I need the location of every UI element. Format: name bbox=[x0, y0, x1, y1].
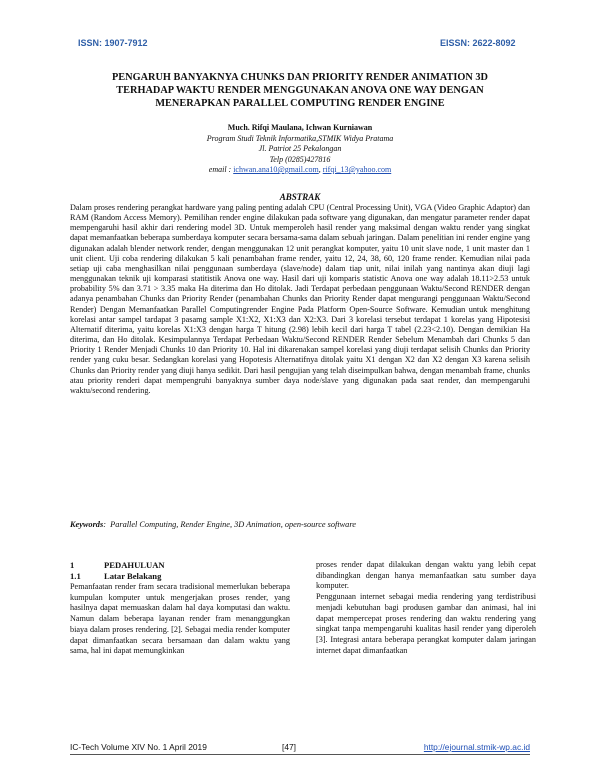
eissn-label: EISSN: 2622-8092 bbox=[440, 38, 516, 48]
subsection-title: Latar Belakang bbox=[104, 571, 162, 581]
email-link-1[interactable]: ichwan.ana10@gmail.com bbox=[233, 165, 319, 174]
section-number: 1 bbox=[70, 560, 75, 570]
paper-title bbox=[50, 71, 550, 110]
right-column bbox=[316, 560, 536, 656]
journal-info: IC-Tech Volume XIV No. 1 April 2019 bbox=[70, 742, 207, 752]
address: Jl. Patriot 25 Pekalongan bbox=[258, 144, 342, 153]
subsection-number: 1.1 bbox=[70, 571, 81, 581]
keywords: Keywords: Parallel Computing, Render Engine, 3D Animation, open-source software bbox=[70, 520, 356, 529]
title-line-1: PENGARUH BANYAKNYA CHUNKS DAN PRIORITY RENDER ANIMATION 3D bbox=[112, 72, 488, 83]
right-paragraph-1: proses render dapat dilakukan dengan waktu yang lebih cepat dibandingkan dengan hanya memanfaatkan satu sumber daya komputer. bbox=[316, 560, 536, 591]
email-link-2[interactable]: rifqi_13@yahoo.com bbox=[322, 165, 392, 174]
subsection-heading bbox=[70, 571, 290, 582]
journal-url[interactable]: http://ejournal.stmik-wp.ac.id bbox=[423, 742, 530, 752]
issn-label: ISSN: 1907-7912 bbox=[78, 38, 148, 48]
abstract-text: Dalam proses rendering perangkat hardware yang paling penting adalah CPU (Central Processing Unit), VGA (Video Graphic Adaptor) dan RAM (Random Access Memory). Pemilihan render engine dilakukan pada software yang digunakan, dan mengatur parameter render dapat mempengaruhi hasil akhir dari rendering model 3D. Untuk memperoleh hasil render yang maksimal dengan waktu render yang singkat dapat memanfaatkan beberapa sumberdaya komputer secara bersama-sama dalam sebuah jaringan. Dalam penelitian ini render engine yang digunakan adalah blender network render, dengan menggunakan 12 unit perangkat komputer, yaitu 10 unit slave node, 1 unit master dan 1 unit client. Uji coba rendering dilakukan 5 kali penambahan frame render, yaitu 12, 24, 38, 60, 120 frame render. Kemudian nilai pada setiap uji caba menghasilkan nilai penggunaan sumberdaya (slave/node) dalam tiap unit, nilai inilah yang nantinya akan diuji lagi menggunakan teknik uji komparasi statitistik Anova one way. Hasil dari uji komparis statistic Anova one way adalah 18.11>2.53 untuk probability 5% dan 3.71 > 3.35 maka Ha diterima dan Ho ditolak. Jadi Terdapat perbedaan penggunaan Waktu/Second RENDER dengan adanya penambahan Chunks dan Priority Render (penambahan Chunks dan Priority Render dapat mengurangi penggunaan Waktu/Second Render) Dengan Memanfaatkan Parallel Computingrender Engine Pada Platform Open-Source Software. Kemudian untuk menghitung korelasi antar sampel tardapat 3 pasamg sample X1:X2, X1:X3 dan X2:X3. Dari 3 korelasi tersebut terdapat 1 korelas yang Hipotesisi Alternatif diterima, yaitu korelas X1:X3 dengan harga T hitung (2.98) lebih kecil dari harga T tabel (2.23<2.10). Dengan demikian Ha diterima, dan Ho ditolak. Kesimpulannya Terdapat Perbedaan Waktu/Second RENDER Render Sebelum Menambah dari Chunks 5 dan Priority 1 Render Menjadi Chunks 10 dan Priority 10. Hal ini dikarenakan sampel korelasi yang diuji terdapat selisih Chunks dan Priority render yang cuku besar. Sedangkan korelasi yang Hopotesis Alternatifnya ditolak yaitu X1 dengan X2 dan X2 dengan X3 karena selisih Chunks dan Priority render yang diuji hanya sedikit. Dari hasil pengujian yang telah diseimpulkan bahwa, dengan menambah frame, chunks atau priority renderi dapat mempengruhi banyaknya sumber daya node/slave yang digunakan pada saat render, dan mempengaruhi waktu/second rendering. bbox=[70, 203, 530, 395]
title-line-3: MENERAPKAN PARALLEL COMPUTING RENDER ENGINE bbox=[155, 98, 445, 109]
keywords-label: Keywords bbox=[70, 520, 104, 529]
footer-rule bbox=[70, 754, 530, 755]
abstract-heading: ABSTRAK bbox=[279, 192, 321, 202]
left-column bbox=[70, 560, 290, 657]
keywords-value: Parallel Computing, Render Engine, 3D Animation, open-source software bbox=[110, 520, 356, 529]
section-heading bbox=[70, 560, 290, 571]
title-line-2: TERHADAP WAKTU RENDER MENGGUNAKAN ANOVA ONE WAY DENGAN bbox=[116, 85, 484, 96]
section-title: PEDAHULUAN bbox=[104, 560, 165, 570]
page-number: [47] bbox=[282, 742, 296, 752]
left-paragraph: Pemanfaatan render fram secara tradisional memerlukan beberapa kumpulan komputer untuk mengerjakan proses render, yang hasilnya dapat memuaskan dalam hal daya komputasi dan waktu. Namun dalam beberapa layanan render fram menanggungkan biaya dalam proses rendering. [2]. Sebagai media render komputer dapat dimanfaatkan secara bersamaan dan dalam waktu yang sama, hal ini dapat memungkinkan bbox=[70, 582, 290, 656]
author-block: Much. Rifqi Maulana, Ichwan Kurniawan Program Studi Teknik Informatika,STMIK Widya Pratama Jl. Patriot 25 Pekalongan Telp (0285)427816 email : ichwan.ana10@gmail.com, rifqi_13@yahoo.com bbox=[150, 123, 450, 176]
email-label: email : bbox=[208, 165, 232, 174]
author-names: Much. Rifqi Maulana, Ichwan Kurniawan bbox=[227, 123, 373, 132]
affiliation: Program Studi Teknik Informatika,STMIK Widya Pratama bbox=[206, 133, 394, 143]
phone: Telp (0285)427816 bbox=[269, 154, 331, 164]
right-paragraph-2: Penggunaan internet sebagai media rendering yang terdistribusi menjadi kebutuhan bagi produsen gambar dan animasi, hal ini dapat mempercepat proses rendering dan waktu rendering yang singkat tanpa mempengaruhi kualitas hasil render yang diperoleh [3]. Integrasi antara beberapa perangkat komputer dalam jaringan internet dapat dimanfaatkan bbox=[316, 592, 536, 655]
abstract-body bbox=[70, 203, 530, 396]
